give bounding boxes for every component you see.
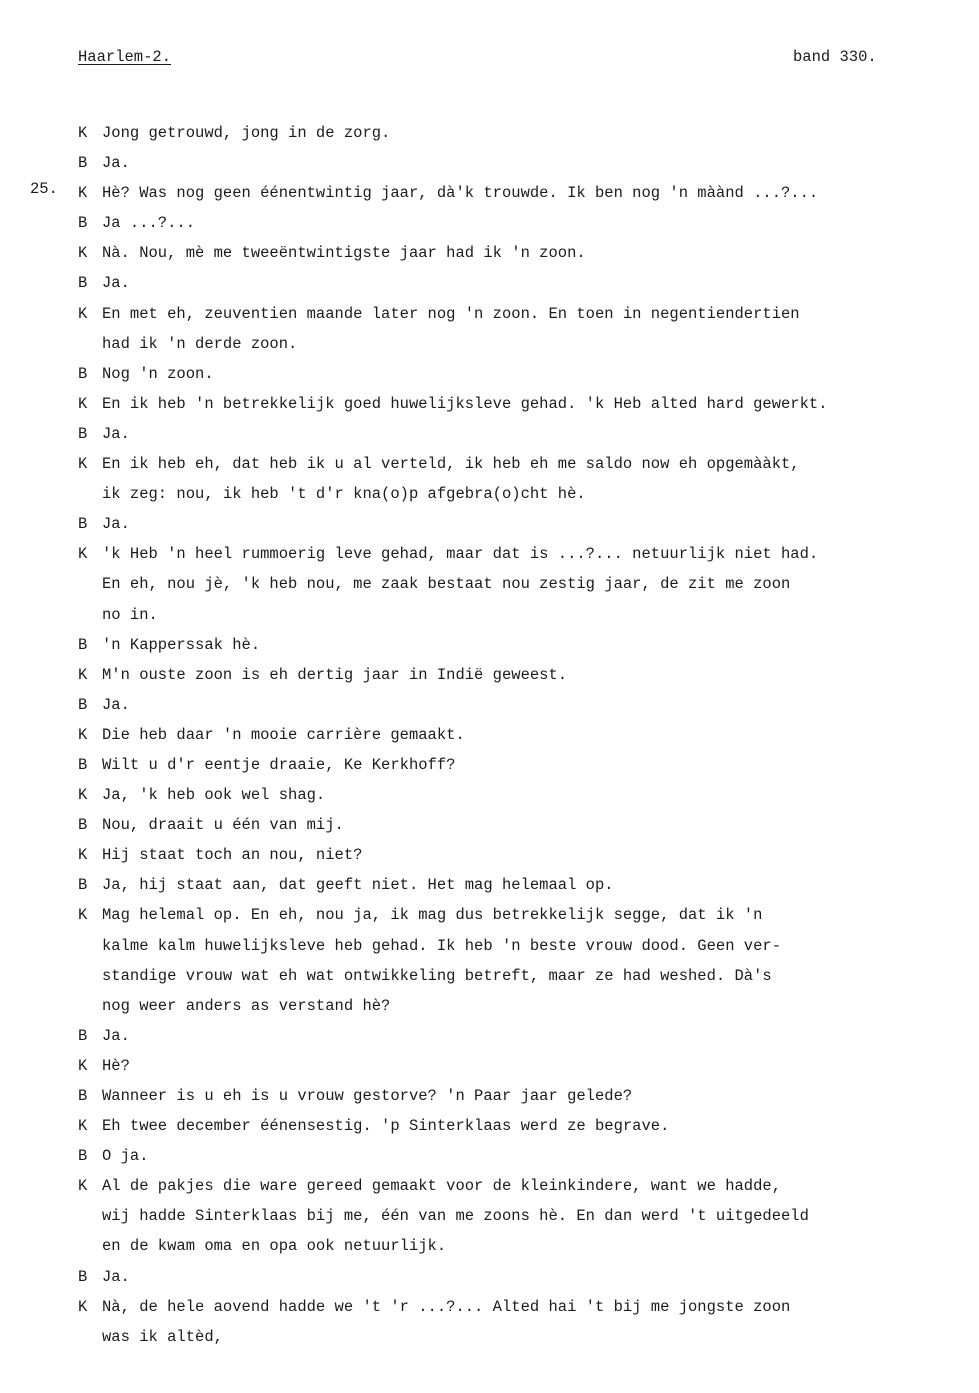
utterance-text: Ja, 'k heb ook wel shag.: [102, 786, 326, 805]
utterance-text: Al de pakjes die ware gereed gemaakt voor de kleinkindere, want we hadde,: [102, 1177, 782, 1196]
speaker-label: B: [78, 816, 88, 835]
speaker-label: B: [78, 1087, 88, 1105]
transcript-line: [78, 931, 958, 961]
transcript-line: [78, 840, 958, 870]
transcript-line: [78, 690, 958, 720]
transcript-line: [78, 720, 958, 750]
utterance-text: Ja.: [102, 695, 130, 714]
speaker-label: K: [78, 184, 88, 203]
utterance-text: standige vrouw wat eh wat ontwikkeling betreft, maar ze had weshed. Dà's: [102, 966, 772, 985]
transcript-line: [78, 600, 958, 630]
transcript-line: [78, 148, 958, 178]
speaker-label: K: [78, 304, 88, 323]
utterance-text: en de kwam oma en opa ook netuurlijk.: [102, 1237, 447, 1256]
utterance-text: 'n Kapperssak hè.: [102, 635, 261, 654]
transcript-line: [78, 1171, 958, 1201]
transcript-line: [78, 1081, 958, 1111]
utterance-text: Wanneer is u eh is u vrouw gestorve? 'n Paar jaar gelede?: [102, 1087, 633, 1105]
speaker-label: K: [78, 1056, 88, 1075]
transcript-line: [78, 1021, 958, 1051]
utterance-text: Nà. Nou, mè me tweeëntwintigste jaar had ik 'n zoon.: [102, 244, 586, 263]
transcript-line: [78, 479, 958, 509]
transcript-line: [78, 1322, 958, 1352]
speaker-label: B: [78, 755, 88, 774]
utterance-text: Nou, draait u één van mij.: [102, 816, 344, 835]
utterance-text: En ik heb eh, dat heb ik u al verteld, ik heb eh me saldo now eh opgemààkt,: [102, 455, 800, 474]
utterance-text: Wilt u d'r eentje draaie, Ke Kerkhoff?: [102, 755, 456, 774]
utterance-text: no in.: [102, 605, 158, 624]
utterance-text: Die heb daar 'n mooie carrière gemaakt.: [102, 725, 465, 744]
transcript-line: [78, 569, 958, 599]
transcript-line: [78, 1292, 958, 1322]
speaker-label: K: [78, 545, 88, 564]
transcript-line: [78, 1141, 958, 1171]
utterance-text: Hè? Was nog geen éénentwintig jaar, dà'k trouwde. Ik ben nog 'n màànd ...?...: [102, 184, 819, 203]
utterance-text: Ja.: [102, 1267, 130, 1286]
utterance-text: En met eh, zeuventien maande later nog 'n zoon. En toen in negentiendertien: [102, 304, 800, 323]
utterance-text: En ik heb 'n betrekkelijk goed huwelijksleve gehad. 'k Heb alted hard gewerkt.: [102, 394, 828, 413]
utterance-text: Mag helemal op. En eh, nou ja, ik mag dus betrekkelijk segge, dat ik 'n: [102, 906, 763, 925]
speaker-label: K: [78, 1297, 88, 1316]
speaker-label: B: [78, 695, 88, 714]
transcript-line: [78, 750, 958, 780]
transcript-line: [78, 1262, 958, 1292]
utterance-text: Jong getrouwd, jong in de zorg.: [102, 124, 391, 142]
transcript-line: [78, 900, 958, 930]
transcript-line: [78, 1051, 958, 1081]
speaker-label: K: [78, 906, 88, 925]
utterance-text: Ja, hij staat aan, dat geeft niet. Het mag helemaal op.: [102, 876, 614, 895]
transcript-line: [78, 870, 958, 900]
speaker-label: K: [78, 846, 88, 865]
utterance-text: nog weer anders as verstand hè?: [102, 996, 391, 1015]
speaker-label: B: [78, 1026, 88, 1045]
transcript-line: [78, 509, 958, 539]
utterance-text: O ja.: [102, 1147, 149, 1166]
transcript-line: [78, 118, 958, 148]
utterance-text: Hè?: [102, 1056, 130, 1075]
transcript-line: [78, 1231, 958, 1261]
speaker-label: K: [78, 455, 88, 474]
transcript-line: [78, 539, 958, 569]
transcript-line: [78, 299, 958, 329]
utterance-text: ik zeg: nou, ik heb 't d'r kna(o)p afgebra(o)cht hè.: [102, 485, 586, 504]
utterance-text: Ja.: [102, 274, 130, 293]
utterance-text: Ja.: [102, 1026, 130, 1045]
utterance-text: kalme kalm huwelijksleve heb gehad. Ik heb 'n beste vrouw dood. Geen ver-: [102, 936, 782, 955]
speaker-label: K: [78, 124, 88, 142]
speaker-label: K: [78, 786, 88, 805]
utterance-text: was ik altèd,: [102, 1327, 223, 1346]
document-location-header: Haarlem-2.: [78, 48, 172, 66]
margin-line-number: 25.: [30, 180, 58, 198]
transcript-line: [78, 630, 958, 660]
tape-number-header: band 330.: [793, 48, 877, 66]
transcript-line: [78, 1201, 958, 1231]
speaker-label: B: [78, 635, 88, 654]
utterance-text: Hij staat toch an nou, niet?: [102, 846, 363, 865]
transcript-line: [78, 238, 958, 268]
speaker-label: B: [78, 364, 88, 383]
utterance-text: Ja.: [102, 515, 130, 534]
utterance-text: Ja ...?...: [102, 214, 196, 233]
transcript-line: [78, 419, 958, 449]
transcript-line: [78, 329, 958, 359]
transcript-line: [78, 268, 958, 298]
speaker-label: B: [78, 515, 88, 534]
speaker-label: B: [78, 1147, 88, 1166]
utterance-text: 'k Heb 'n heel rummoerig leve gehad, maar dat is ...?... netuurlijk niet had.: [102, 545, 819, 564]
utterance-text: wij hadde Sinterklaas bij me, één van me zoons hè. En dan werd 't uitgedeeld: [102, 1207, 809, 1226]
speaker-label: K: [78, 725, 88, 744]
utterance-text: Nog 'n zoon.: [102, 364, 214, 383]
transcript-line: [78, 660, 958, 690]
utterance-text: Nà, de hele aovend hadde we 't 'r ...?... Alted hai 't bij me jongste zoon: [102, 1297, 791, 1316]
speaker-label: K: [78, 244, 88, 263]
utterance-text: M'n ouste zoon is eh dertig jaar in Indië geweest.: [102, 665, 568, 684]
transcript-line: [78, 1111, 958, 1141]
transcript-line: [78, 389, 958, 419]
speaker-label: B: [78, 274, 88, 293]
speaker-label: K: [78, 1117, 88, 1136]
utterance-text: Eh twee december éénensestig. 'p Sinterklaas werd ze begrave.: [102, 1117, 670, 1136]
speaker-label: K: [78, 665, 88, 684]
transcript-line: [78, 991, 958, 1021]
speaker-label: B: [78, 1267, 88, 1286]
utterance-text: Ja.: [102, 424, 130, 443]
transcript-line: [78, 449, 958, 479]
speaker-label: K: [78, 394, 88, 413]
transcript-line: [78, 780, 958, 810]
speaker-label: K: [78, 1177, 88, 1196]
speaker-label: B: [78, 424, 88, 443]
transcript-body: [78, 118, 958, 1352]
transcript-line: [78, 178, 958, 208]
speaker-label: B: [78, 214, 88, 233]
transcript-line: [78, 961, 958, 991]
transcript-line: [78, 208, 958, 238]
utterance-text: Ja.: [102, 154, 130, 173]
utterance-text: En eh, nou jè, 'k heb nou, me zaak bestaat nou zestig jaar, de zit me zoon: [102, 575, 791, 594]
transcript-line: [78, 810, 958, 840]
transcript-line: [78, 359, 958, 389]
utterance-text: had ik 'n derde zoon.: [102, 334, 298, 353]
speaker-label: B: [78, 154, 88, 173]
speaker-label: B: [78, 876, 88, 895]
